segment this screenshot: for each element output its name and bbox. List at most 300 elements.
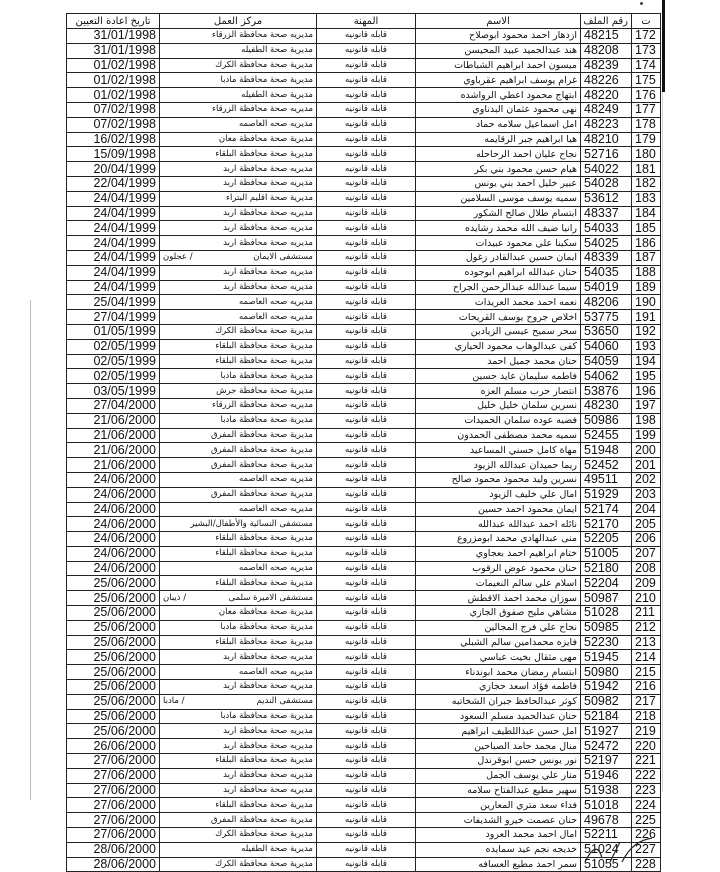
cell-reappointment-date: 07/02/1998 <box>67 117 160 132</box>
cell-profession: قابله قانونيه <box>317 250 416 265</box>
table-row <box>67 280 661 295</box>
cell-work-center: مديريه صحة محافظة اربد <box>160 650 317 665</box>
cell-reappointment-date: 25/06/2000 <box>67 576 160 591</box>
cell-reappointment-date: 27/06/2000 <box>67 754 160 769</box>
cell-name: سمر احمد مطيع العسافه <box>416 857 581 872</box>
cell-reappointment-date: 21/06/2000 <box>67 428 160 443</box>
cell-serial: 173 <box>632 43 661 58</box>
cell-reappointment-date: 02/05/1999 <box>67 339 160 354</box>
cell-work-center: مديريه صحة محافظة الزرقاء <box>160 398 317 413</box>
cell-file-number: 52455 <box>581 428 632 443</box>
cell-work-center: مديرية صحة محافظة البلقاء <box>160 546 317 561</box>
work-center-label: مستشفى الاميرة سلمى <box>228 592 313 603</box>
cell-file-number: 52452 <box>581 458 632 473</box>
cell-serial: 178 <box>632 117 661 132</box>
cell-profession: قابله قانونيه <box>317 754 416 769</box>
cell-name: انتصار حرب مسلم العزه <box>416 384 581 399</box>
table-row <box>67 43 661 58</box>
cell-file-number: 51946 <box>581 768 632 783</box>
cell-work-center: مديرية صحة محافظة الكرك <box>160 324 317 339</box>
table-row <box>67 561 661 576</box>
cell-name: فداء سعد متري المعارين <box>416 798 581 813</box>
cell-name: كوثر عبدالحافظ جبران الشخاتبه <box>416 694 581 709</box>
cell-file-number: 53650 <box>581 324 632 339</box>
table-row <box>67 768 661 783</box>
cell-reappointment-date: 27/06/2000 <box>67 813 160 828</box>
cell-name: سهير مطيع عبدالفتاح سلامه <box>416 783 581 798</box>
cell-work-center: مديرية صحة محافظة الكرك <box>160 828 317 843</box>
table-row <box>67 147 661 162</box>
cell-work-center: مديرية صحة الطفيله <box>160 842 317 857</box>
signature-mark <box>580 838 660 863</box>
cell-serial: 183 <box>632 191 661 206</box>
cell-name: حنان محمود عوض الرقوب <box>416 561 581 576</box>
cell-profession: قابله قانونيه <box>317 162 416 177</box>
cell-serial: 202 <box>632 472 661 487</box>
header-reappointment-date: تاريخ اعادة التعيين <box>67 14 160 29</box>
cell-name: نسرين سلمان خليل خليل <box>416 398 581 413</box>
cell-profession: قابله قانونيه <box>317 43 416 58</box>
cell-file-number: 52472 <box>581 739 632 754</box>
cell-work-center: مديرية صحة محافظة المفرق <box>160 428 317 443</box>
cell-name: امال علي خليف الزيود <box>416 487 581 502</box>
table-row <box>67 117 661 132</box>
cell-serial: 185 <box>632 221 661 236</box>
table-row <box>67 384 661 399</box>
cell-file-number: 54019 <box>581 280 632 295</box>
cell-reappointment-date: 24/04/1999 <box>67 191 160 206</box>
cell-profession: قابله قانونيه <box>317 310 416 325</box>
header-profession: المهنة <box>317 14 416 29</box>
cell-name: امل اسماعيل سلامه حماد <box>416 117 581 132</box>
cell-reappointment-date: 25/06/2000 <box>67 635 160 650</box>
cell-work-center: مديرية صحة محافظة مادبا <box>160 413 317 428</box>
cell-name: حنان عصمت خيرو الشديفات <box>416 813 581 828</box>
cell-serial: 212 <box>632 620 661 635</box>
table-row <box>67 221 661 236</box>
cell-file-number: 48223 <box>581 117 632 132</box>
table-row <box>67 650 661 665</box>
cell-serial: 194 <box>632 354 661 369</box>
cell-profession: قابله قانونيه <box>317 265 416 280</box>
cell-name: ختام ابراهيم احمد بعجاوي <box>416 546 581 561</box>
cell-profession: قابله قانونيه <box>317 443 416 458</box>
cell-file-number: 51942 <box>581 680 632 695</box>
cell-profession: قابله قانونيه <box>317 88 416 103</box>
cell-file-number: 50980 <box>581 665 632 680</box>
cell-work-center <box>160 591 317 606</box>
cell-name: سميه يوسف موسى السلامين <box>416 191 581 206</box>
cell-file-number: 50985 <box>581 620 632 635</box>
cell-file-number: 48220 <box>581 88 632 103</box>
cell-profession: قابله قانونيه <box>317 635 416 650</box>
cell-work-center: مديريه صحه العاصمه <box>160 295 317 310</box>
cell-name: ابتسام رمضان محمد ابوندناء <box>416 665 581 680</box>
cell-profession: قابله قانونيه <box>317 73 416 88</box>
table-row <box>67 132 661 147</box>
cell-profession: قابله قانونيه <box>317 132 416 147</box>
cell-reappointment-date: 27/06/2000 <box>67 828 160 843</box>
cell-profession: قابله قانونيه <box>317 620 416 635</box>
cell-name: فضيه عوده سلمان الحميدات <box>416 413 581 428</box>
cell-serial: 191 <box>632 310 661 325</box>
header-work-center: مركز العمل <box>160 14 317 29</box>
cell-serial: 204 <box>632 502 661 517</box>
cell-work-center: مديرية صحة محافظة البلقاء <box>160 354 317 369</box>
cell-work-center <box>160 250 317 265</box>
cell-serial: 203 <box>632 487 661 502</box>
cell-serial: 222 <box>632 768 661 783</box>
table-row <box>67 73 661 88</box>
cell-profession: قابله قانونيه <box>317 842 416 857</box>
cell-reappointment-date: 27/06/2000 <box>67 768 160 783</box>
cell-work-center: مديريه صحة محافظة اربد <box>160 739 317 754</box>
cell-name: مشاهي مليح صفوق الجازي <box>416 606 581 621</box>
cell-profession: قابله قانونيه <box>317 206 416 221</box>
cell-reappointment-date: 24/04/1999 <box>67 221 160 236</box>
table-row <box>67 295 661 310</box>
cell-work-center: مديرية صحة محافظة معان <box>160 606 317 621</box>
cell-profession: قابله قانونيه <box>317 398 416 413</box>
cell-serial: 182 <box>632 176 661 191</box>
cell-reappointment-date: 25/06/2000 <box>67 694 160 709</box>
cell-reappointment-date: 25/06/2000 <box>67 680 160 695</box>
cell-reappointment-date: 25/06/2000 <box>67 591 160 606</box>
table-row <box>67 620 661 635</box>
cell-profession: قابله قانونيه <box>317 857 416 872</box>
cell-file-number: 51927 <box>581 724 632 739</box>
cell-serial: 225 <box>632 813 661 828</box>
cell-name: ايمان محمود احمد حسين <box>416 502 581 517</box>
cell-profession: قابله قانونيه <box>317 694 416 709</box>
cell-file-number: 48210 <box>581 132 632 147</box>
cell-serial: 177 <box>632 102 661 117</box>
table-row <box>67 236 661 251</box>
cell-file-number: 51945 <box>581 650 632 665</box>
cell-reappointment-date: 24/06/2000 <box>67 502 160 517</box>
cell-name: سميه محمد مصطفى الحمدون <box>416 428 581 443</box>
cell-file-number: 50986 <box>581 413 632 428</box>
cell-file-number: 48239 <box>581 58 632 73</box>
cell-serial: 209 <box>632 576 661 591</box>
cell-work-center: مديرية صحة محافظة البلقاء <box>160 798 317 813</box>
cell-reappointment-date: 24/06/2000 <box>67 472 160 487</box>
cell-profession: قابله قانونيه <box>317 546 416 561</box>
cell-profession: قابله قانونيه <box>317 472 416 487</box>
cell-name: اخلاص جروح يوسف القريحات <box>416 310 581 325</box>
work-center-city: / ذيبان <box>163 592 187 603</box>
table-row <box>67 754 661 769</box>
cell-profession: قابله قانونيه <box>317 561 416 576</box>
table-row <box>67 369 661 384</box>
scan-speck <box>640 2 643 5</box>
cell-work-center: مديريه صحة محافظة اربد <box>160 680 317 695</box>
cell-work-center: مديريه صحة محافظة اربد <box>160 265 317 280</box>
cell-work-center: مديرية صحة محافظة المفرق <box>160 458 317 473</box>
cell-work-center: مديرية صحة محافظة البلقاء <box>160 576 317 591</box>
cell-profession: قابله قانونيه <box>317 176 416 191</box>
cell-serial: 181 <box>632 162 661 177</box>
table-row <box>67 428 661 443</box>
cell-file-number: 51028 <box>581 606 632 621</box>
cell-reappointment-date: 27/06/2000 <box>67 798 160 813</box>
cell-reappointment-date: 25/06/2000 <box>67 606 160 621</box>
cell-work-center: مديرية صحة محافظة مادبا <box>160 620 317 635</box>
cell-serial: 219 <box>632 724 661 739</box>
work-center-label: مستشفى الايمان <box>253 252 313 263</box>
cell-serial: 210 <box>632 591 661 606</box>
cell-file-number: 53612 <box>581 191 632 206</box>
header-file-number: رقم الملف <box>581 14 632 29</box>
table-row <box>67 191 661 206</box>
table-row <box>67 458 661 473</box>
table-row <box>67 813 661 828</box>
cell-reappointment-date: 01/02/1998 <box>67 88 160 103</box>
cell-file-number: 54060 <box>581 339 632 354</box>
table-row <box>67 546 661 561</box>
table-row <box>67 324 661 339</box>
cell-serial: 193 <box>632 339 661 354</box>
table-row <box>67 339 661 354</box>
cell-file-number: 54033 <box>581 221 632 236</box>
cell-file-number: 49511 <box>581 472 632 487</box>
table-row <box>67 857 661 872</box>
cell-work-center: مديريه صحه العاصمه <box>160 502 317 517</box>
cell-reappointment-date: 25/06/2000 <box>67 620 160 635</box>
cell-name: ابتهاج محمود اعطي الرواشده <box>416 88 581 103</box>
cell-profession: قابله قانونيه <box>317 384 416 399</box>
cell-work-center: مديرية صحة محافظة مادبا <box>160 369 317 384</box>
cell-profession: قابله قانونيه <box>317 576 416 591</box>
cell-work-center: مديرية صحة محافظة البلقاء <box>160 754 317 769</box>
table-row <box>67 665 661 680</box>
cell-reappointment-date: 27/04/2000 <box>67 398 160 413</box>
cell-work-center: مديرية صحة محافظة الكرك <box>160 857 317 872</box>
cell-name: هيام حسن محمود بني بكر <box>416 162 581 177</box>
cell-name: ايمان حسين عبدالقادر زغول <box>416 250 581 265</box>
cell-serial: 198 <box>632 413 661 428</box>
cell-file-number: 52716 <box>581 147 632 162</box>
cell-reappointment-date: 24/06/2000 <box>67 532 160 547</box>
cell-serial: 223 <box>632 783 661 798</box>
cell-profession: قابله قانونيه <box>317 813 416 828</box>
table-row <box>67 739 661 754</box>
cell-profession: قابله قانونيه <box>317 147 416 162</box>
cell-profession: قابله قانونيه <box>317 532 416 547</box>
cell-serial: 207 <box>632 546 661 561</box>
table-row <box>67 842 661 857</box>
cell-file-number: 52180 <box>581 561 632 576</box>
table-row <box>67 176 661 191</box>
cell-serial: 188 <box>632 265 661 280</box>
cell-profession: قابله قانونيه <box>317 739 416 754</box>
cell-serial: 184 <box>632 206 661 221</box>
cell-reappointment-date: 21/06/2000 <box>67 458 160 473</box>
cell-file-number: 51929 <box>581 487 632 502</box>
cell-name: منى عبدالهادي محمد ابومزروع <box>416 532 581 547</box>
cell-serial: 200 <box>632 443 661 458</box>
cell-file-number: 48339 <box>581 250 632 265</box>
cell-reappointment-date: 27/04/1999 <box>67 310 160 325</box>
cell-work-center: مديرية صحة الطفيله <box>160 43 317 58</box>
cell-file-number: 52170 <box>581 517 632 532</box>
cell-name: حنان محمد جميل احمد <box>416 354 581 369</box>
cell-file-number: 53775 <box>581 310 632 325</box>
cell-serial: 197 <box>632 398 661 413</box>
cell-file-number: 51948 <box>581 443 632 458</box>
cell-file-number: 51938 <box>581 783 632 798</box>
cell-serial: 213 <box>632 635 661 650</box>
table-row <box>67 102 661 117</box>
cell-file-number: 51005 <box>581 546 632 561</box>
cell-profession: قابله قانونيه <box>317 428 416 443</box>
cell-name: سكينا علي محمود عبيدات <box>416 236 581 251</box>
cell-reappointment-date: 02/05/1999 <box>67 354 160 369</box>
cell-file-number: 52204 <box>581 576 632 591</box>
cell-work-center <box>160 694 317 709</box>
cell-file-number: 48230 <box>581 398 632 413</box>
cell-reappointment-date: 24/04/1999 <box>67 265 160 280</box>
cell-reappointment-date: 24/06/2000 <box>67 561 160 576</box>
cell-reappointment-date: 25/06/2000 <box>67 665 160 680</box>
cell-reappointment-date: 31/01/1998 <box>67 43 160 58</box>
cell-serial: 199 <box>632 428 661 443</box>
cell-name: امال احمد محمد العرود <box>416 828 581 843</box>
cell-file-number: 53876 <box>581 384 632 399</box>
table-row <box>67 502 661 517</box>
cell-work-center: مديرية صحة محافظة مادبا <box>160 709 317 724</box>
cell-file-number: 54025 <box>581 236 632 251</box>
table-row <box>67 517 661 532</box>
cell-name: ازدهار احمد محمود ابوصلاح <box>416 29 581 44</box>
table-row <box>67 310 661 325</box>
cell-profession: قابله قانونيه <box>317 29 416 44</box>
cell-work-center: مديريه صحة محافظة اربد <box>160 236 317 251</box>
cell-name: ابتسام طلال صالح الشكور <box>416 206 581 221</box>
cell-reappointment-date: 24/04/1999 <box>67 206 160 221</box>
cell-name: حنان عبدالله ابراهيم ابوجوده <box>416 265 581 280</box>
cell-serial: 189 <box>632 280 661 295</box>
cell-serial: 205 <box>632 517 661 532</box>
cell-file-number: 51018 <box>581 798 632 813</box>
cell-name: نور يونس حسن ابوقرندل <box>416 754 581 769</box>
cell-work-center: مديرية صحة محافظة البلقاء <box>160 532 317 547</box>
table-row <box>67 265 661 280</box>
cell-serial: 218 <box>632 709 661 724</box>
cell-reappointment-date: 24/04/1999 <box>67 236 160 251</box>
cell-name: منار علي يوسف الجمل <box>416 768 581 783</box>
cell-serial: 186 <box>632 236 661 251</box>
cell-work-center: مديرية صحة اقليم البتراء <box>160 191 317 206</box>
work-center-city: / عجلون <box>163 252 193 263</box>
scan-edge-mark <box>662 0 665 92</box>
table-row <box>67 783 661 798</box>
cell-file-number: 54059 <box>581 354 632 369</box>
cell-name: نائله احمد عبدالله عبدالله <box>416 517 581 532</box>
cell-reappointment-date: 16/02/1998 <box>67 132 160 147</box>
cell-serial: 174 <box>632 58 661 73</box>
cell-profession: قابله قانونيه <box>317 413 416 428</box>
cell-profession: قابله قانونيه <box>317 650 416 665</box>
table-header-row <box>67 14 661 29</box>
cell-serial: 190 <box>632 295 661 310</box>
cell-serial: 201 <box>632 458 661 473</box>
cell-serial: 196 <box>632 384 661 399</box>
cell-file-number: 54022 <box>581 162 632 177</box>
table-row <box>67 724 661 739</box>
cell-file-number: 54062 <box>581 369 632 384</box>
cell-serial: 176 <box>632 88 661 103</box>
cell-reappointment-date: 25/06/2000 <box>67 709 160 724</box>
cell-serial: 208 <box>632 561 661 576</box>
cell-work-center: مديرية صحة الطفيله <box>160 88 317 103</box>
cell-profession: قابله قانونيه <box>317 517 416 532</box>
cell-name: حنان عبدالحميد مسلم السعود <box>416 709 581 724</box>
cell-profession: قابله قانونيه <box>317 680 416 695</box>
cell-profession: قابله قانونيه <box>317 783 416 798</box>
table-row <box>67 472 661 487</box>
table-row <box>67 354 661 369</box>
cell-reappointment-date: 21/06/2000 <box>67 413 160 428</box>
cell-work-center: مديرية صحة محافظة مادبا <box>160 73 317 88</box>
cell-reappointment-date: 27/06/2000 <box>67 783 160 798</box>
cell-profession: قابله قانونيه <box>317 606 416 621</box>
cell-name: خديجه نجم عيد سمايده <box>416 842 581 857</box>
cell-serial: 220 <box>632 739 661 754</box>
cell-profession: قابله قانونيه <box>317 458 416 473</box>
cell-reappointment-date: 24/06/2000 <box>67 517 160 532</box>
cell-file-number: 48249 <box>581 102 632 117</box>
cell-name: نسرين وليد محمود محمود صالح <box>416 472 581 487</box>
cell-reappointment-date: 20/04/1999 <box>67 162 160 177</box>
table-row <box>67 58 661 73</box>
cell-serial: 172 <box>632 29 661 44</box>
cell-work-center: مديريه صحة محافظة اربد <box>160 280 317 295</box>
scan-edge-mark <box>30 300 31 800</box>
cell-profession: قابله قانونيه <box>317 295 416 310</box>
table-row <box>67 206 661 221</box>
table-row <box>67 680 661 695</box>
table-row <box>67 29 661 44</box>
cell-profession: قابله قانونيه <box>317 58 416 73</box>
cell-name: منال محمد حامد الصباحين <box>416 739 581 754</box>
table-row <box>67 828 661 843</box>
cell-work-center: مديرية صحة محافظة جرش <box>160 384 317 399</box>
cell-work-center: مديريه صحه العاصمه <box>160 310 317 325</box>
cell-work-center: مديريه صحة محافظة اربد <box>160 206 317 221</box>
cell-name: مهاة كامل حسني المساعيد <box>416 443 581 458</box>
cell-work-center: مديريه صحه العاصمه <box>160 117 317 132</box>
cell-profession: قابله قانونيه <box>317 221 416 236</box>
cell-reappointment-date: 24/06/2000 <box>67 546 160 561</box>
cell-reappointment-date: 25/04/1999 <box>67 295 160 310</box>
table-row <box>67 709 661 724</box>
cell-name: امل حسن عبداللطيف ابراهيم <box>416 724 581 739</box>
cell-profession: قابله قانونيه <box>317 339 416 354</box>
table-row <box>67 532 661 547</box>
cell-work-center: مديريه صحه العاصمه <box>160 665 317 680</box>
cell-name: نهى محمود عثمان البدناوي <box>416 102 581 117</box>
cell-profession: قابله قانونيه <box>317 487 416 502</box>
cell-file-number: 52174 <box>581 502 632 517</box>
cell-work-center: مديريه صحة محافظة اربد <box>160 176 317 191</box>
cell-work-center: مديرية صحة محافظة المفرق <box>160 443 317 458</box>
cell-serial: 175 <box>632 73 661 88</box>
cell-file-number: 51055 <box>581 857 632 872</box>
cell-reappointment-date: 22/04/1999 <box>67 176 160 191</box>
table-row <box>67 162 661 177</box>
cell-name: ميسون احمد ابراهيم الشباطات <box>416 58 581 73</box>
